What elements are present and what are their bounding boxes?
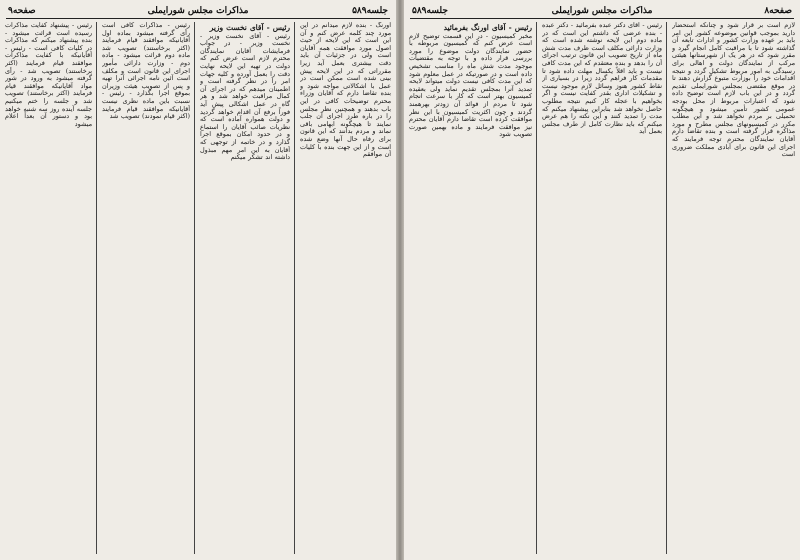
page-gutter (396, 0, 404, 560)
right-page-session: جلسه۵۸۹ (412, 6, 448, 16)
column-rule (96, 22, 97, 554)
section-heading: رئیس - آقای اورنگ بفرمائید (443, 23, 532, 32)
right-column-3 (409, 22, 532, 554)
left-page-header (6, 4, 390, 19)
right-column-1 (672, 22, 795, 554)
left-page (0, 0, 396, 560)
left-page-columns (5, 22, 391, 554)
left-column-3 (102, 22, 190, 554)
left-column-4 (5, 22, 92, 554)
right-page-columns (409, 22, 795, 554)
left-column-2 (200, 22, 290, 554)
right-page (404, 0, 800, 560)
left-column-2-text: رئیس - آقای نخست وزیر - نخست وزیر - در جواب فرمایشات آقایان نمایندگان محترم لازم است عرض کنم که دولت در تهیه این لایحه نهایت دقت را بعمل آورده و کلیه جهات امر را در نظر گرفته است و اطمینان میدهم که در اجرای آن کمال مراقبت خواهد شد و هر گاه در عمل اشکالی پیش آید فوراً برفع آن اقدام خواهد گردید و دولت همواره آماده است که نظریات صائب آقایان را استماع و در حدود امکان بموقع اجرا گذارد و در خاتمه از توجهی که آقایان به این امر مهم مبذول داشته اند تشکر میکنم (200, 31, 290, 162)
right-page-title: مذاکرات مجلس شورایملی (551, 6, 653, 16)
column-rule (536, 22, 537, 554)
section-heading: رئیس - آقای نخست وزیر (209, 23, 290, 32)
column-rule (194, 22, 195, 554)
left-column-3-text: رئیس - مذاکرات کافی است رأی گرفته میشود بماده اول آقایانیکه موافقند قیام فرمایند (اکثر برخاستند) تصویب شد ماده دوم قرائت میشود - ماده دوم - وزارت دارائی مأمور اجرای این قانون است و مکلف است آئین نامه اجرائی آنرا تهیه و پس از تصویب هیئت وزیران بموقع اجرا بگذارد - رئیس - نسبت باین ماده نظری نیست آقایانیکه موافقند قیام فرمایند (اکثر قیام نمودند) تصویب شد (102, 22, 190, 121)
column-rule (294, 22, 295, 554)
right-column-1-text: لازم است بر قرار شود و چنانکه استحضار دارید بموجب قوانین موضوعه کشور این امر باید بر عهده وزارت کشور و ادارات تابعه آن گذاشته شود تا با مراقبت کامل انجام گیرد و مقرر شود که در هر یک از شهرستانها هیئتی مرکب از نمایندگان دولت و اهالی برای رسیدگی به امور مربوط تشکیل گردد و نتیجه اقدامات خود را بوزارت متبوع گزارش دهند تا در موقع مقتضی بمجلس شورایملی تقدیم گردد و در این باب لازم است توضیح داده شود که اعتبارات مربوط از محل بودجه عمومی کشور تأمین میشود و هیچگونه تحمیلی بر مردم نخواهد شد و این مطلب مکرر در کمیسیونهای مجلس مطرح و مورد مذاکره قرار گرفته است و بنده تقاضا دارم آقایان نمایندگان محترم توجه فرمایند که اجرای این قانون برای آبادی مملکت ضروری است (672, 22, 795, 159)
right-column-3-text: مخبر کمیسیون - در این قسمت توضیح لازم است عرض کنم که کمیسیون مربوطه با حضور نمایندگان دولت موضوع را مورد بررسی قرار داده و با توجه به مقتضیات موجود مدت شش ماه را مناسب تشخیص داده است و در صورتیکه در عمل معلوم شود که این مدت کافی نیست دولت میتواند لایحه تمدید آنرا بمجلس تقدیم نماید ولی بعقیده کمیسیون بهتر است که کار با سرعت انجام شود تا مردم از فوائد آن زودتر بهرهمند گردند و چون اکثریت کمیسیون با این نظر موافقت کرده است تقاضا دارم آقایان محترم نیز موافقت فرمایند و ماده بهمین صورت تصویب شود (409, 31, 532, 139)
left-page-title: مذاکرات مجلس شورایملی (147, 6, 249, 16)
left-column-1 (300, 22, 391, 554)
left-page-session: جلسه۵۸۹ (352, 6, 388, 16)
right-page-header (410, 4, 794, 19)
left-column-1-text: اورنگ - بنده لازم میدانم در این مورد چند کلمه عرض کنم و آن این است که این لایحه از حیث اصول مورد موافقت همه آقایان است ولی در جزئیات آن باید دقت بیشتری بعمل آید زیرا مقرراتی که در این لایحه پیش بینی شده است ممکن است در عمل با اشکالاتی مواجه شود و بنده تقاضا دارم که آقایان وزراء محترم توضیحات کافی در این باب بدهند و همچنین نظر مجلس را در باره طرز اجرای آن جلب نمایند تا هیچگونه ابهامی باقی نماند و مردم بدانند که این قانون برای رفاه حال آنها وضع شده است و از این جهت بنده با کلیات آن موافقم (300, 22, 391, 159)
right-column-2-text: رئیس - آقای دکتر عبده بفرمائید - دکتر عبده - بنده عرضی که داشتم این است که در ماده دوم این لایحه نوشته شده است که وزارت دارائی مکلف است ظرف مدت شش ماه از تاریخ تصویب این قانون ترتیب اجرای آن را بدهد و بنده معتقدم که این مدت کافی نیست و باید اقلاً یکسال مهلت داده شود تا مقدمات کار فراهم گردد زیرا در بسیاری از نقاط کشور هنوز وسائل لازم موجود نیست و تشکیلات اداری بقدر کفایت نیست و اگر بخواهیم با عجله کار کنیم نتیجه مطلوب حاصل نخواهد شد بنابراین پیشنهاد میکنم که مدت را تمدید کنند و این نکته را هم عرض میکنم که باید نظارت کامل از طرف مجلس بعمل آید (542, 22, 662, 136)
left-page-number: صفحه۹ (8, 6, 36, 16)
right-page-number: صفحه۸ (764, 6, 792, 16)
left-column-4-text: رئیس - پیشنهاد کفایت مذاکرات رسیده است قرائت میشود - بنده پیشنهاد میکنم که مذاکرات در کلیات کافی است - رئیس - آقایانیکه با کفایت مذاکرات موافقند قیام فرمایند (اکثر برخاستند) تصویب شد - رأی گرفته میشود به ورود در شور مواد آقایانیکه موافقند قیام فرمایند (اکثر برخاستند) تصویب شد و جلسه را ختم میکنیم جلسه آینده روز سه شنبه خواهد بود و دستور آن بعداً اعلام میشود (5, 22, 92, 128)
right-column-2 (542, 22, 662, 554)
column-rule (666, 22, 667, 554)
